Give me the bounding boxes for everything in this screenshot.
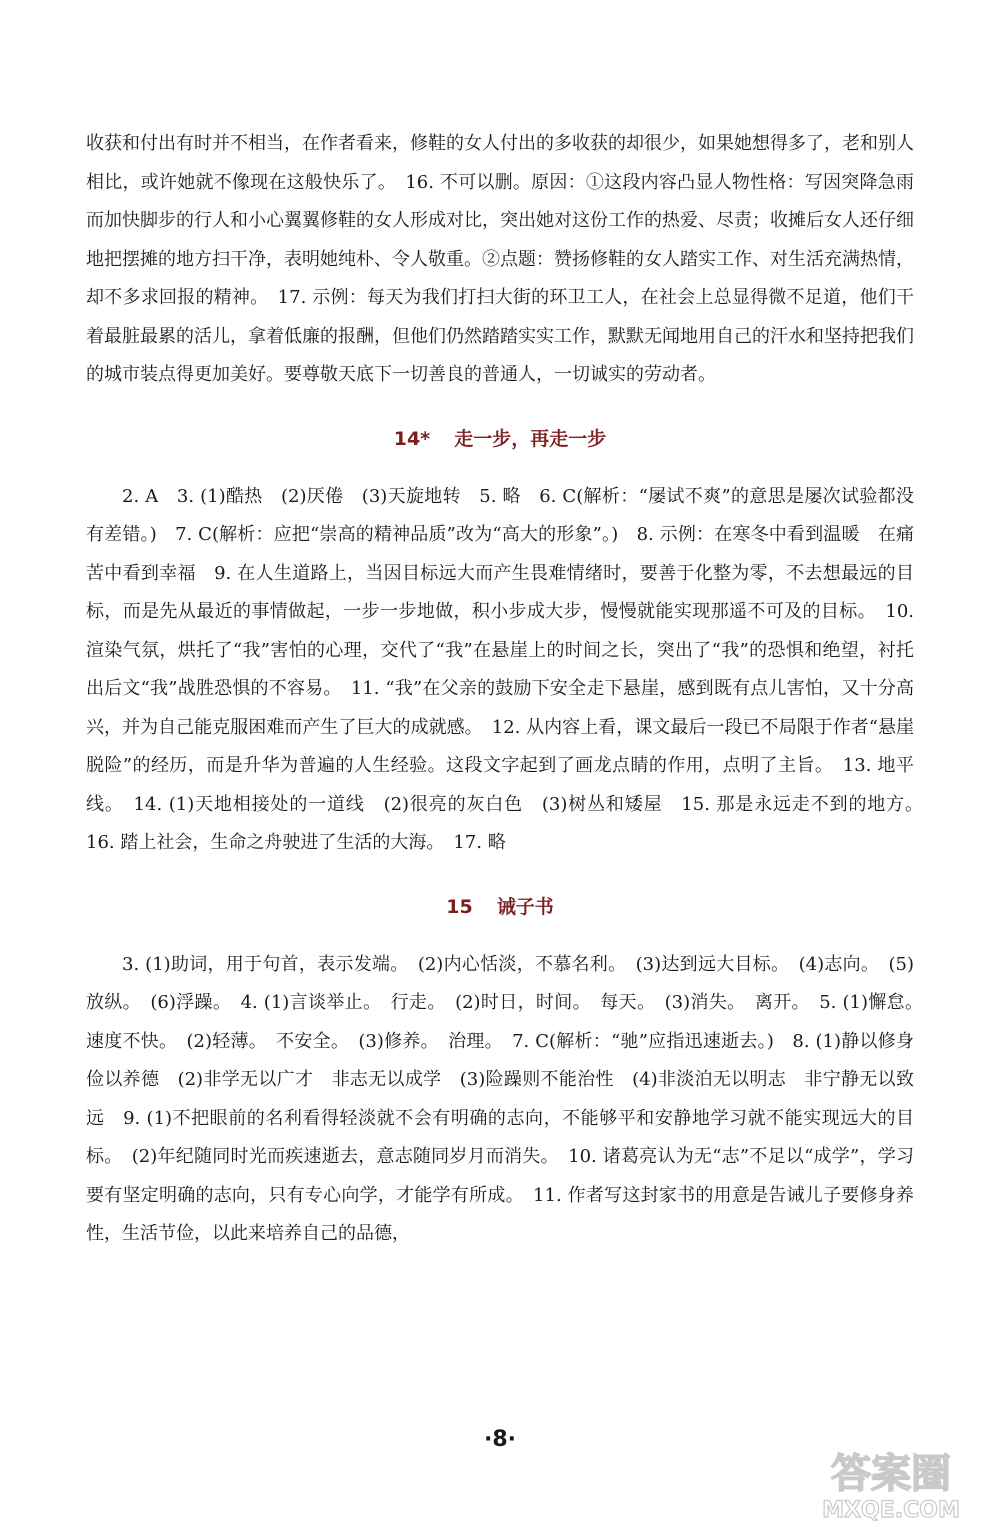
intro-paragraph: 收获和付出有时并不相当，在作者看来，修鞋的女人付出的多收获的却很少，如果她想得多了，老和别人相比，或许她就不像现在这般快乐了。 16. 不可以删。原因：①这段内容凸显人物性格：写因突降急雨而加快脚步的行人和小心翼翼修鞋的女人形成对比，突出她对这份工作的热爱、尽责；收摊后女人还仔细地把摆摊的地方扫干净，表明她纯朴、令人敬重。②点题：赞扬修鞋的女人踏实工作、对生活充满热情，却不多求回报的精神。 17. 示例：每天为我们打扫大街的环卫工人，在社会上总显得微不足道，他们干着最脏最累的活儿，拿着低廉的报酬，但他们仍然踏踏实实工作，默默无闻地用自己的汗水和坚持把我们的城市装点得更加美好。要尊敬天底下一切善良的普通人，一切诚实的劳动者。 bbox=[86, 133, 914, 385]
section-14-heading bbox=[86, 424, 914, 454]
section-14-number: 14* bbox=[393, 427, 431, 450]
section-15-heading bbox=[86, 892, 914, 922]
watermark-url: MXQE.COM bbox=[822, 1498, 960, 1523]
section-15-title: 诫子书 bbox=[496, 895, 554, 918]
section-15-number: 15 bbox=[446, 895, 473, 918]
section-14-body: 2. A 3. (1)酷热 (2)厌倦 (3)天旋地转 5. 略 6. C(解析：“屡试不爽”的意思是屡次试验都没有差错。) 7. C(解析：应把“崇高的精神品质”改为“高大的形象”。) 8. 示例：在寒冬中看到温暖 在痛苦中看到幸福 9. 在人生道路上，当因目标远大而产生畏难情绪时，要善于化整为零，不去想最远的目标，而是先从最近的事情做起，一步一步地做，积小步成大步，慢慢就能实现那遥不可及的目标。 10. 渲染气氛，烘托了“我”害怕的心理，交代了“我”在悬崖上的时间之长，突出了“我”的恐惧和绝望，衬托出后文“我”战胜恐惧的不容易。 11. “我”在父亲的鼓励下安全走下悬崖，感到既有点儿害怕，又十分高兴，并为自己能克服困难而产生了巨大的成就感。 12. 从内容上看，课文最后一段已不局限于作者“悬崖脱险”的经历，而是升华为普遍的人生经验。这段文字起到了画龙点睛的作用，点明了主旨。 13. 地平线。 14. (1)天地相接处的一道线 (2)很亮的灰白色 (3)树丛和矮屋 15. 那是永远走不到的地方。 16. 踏上社会，生命之舟驶进了生活的大海。 17. 略 bbox=[86, 485, 932, 853]
watermark-text: 答案圈 bbox=[831, 1451, 951, 1497]
section-14-title: 走一步，再走一步 bbox=[454, 427, 607, 450]
page-number: ·8· bbox=[483, 1427, 517, 1452]
section-15-body: 3. (1)助词，用于句首，表示发端。 (2)内心恬淡，不慕名利。 (3)达到远大目标。 (4)志向。 (5)放纵。 (6)浮躁。 4. (1)言谈举止。 行走。 (2)时日，时间。 每天。 (3)消失。 离开。 5. (1)懈怠。 速度不快。 (2)轻薄。 不安全。 (3)修养。 治理。 7. C(解析：“驰”应指迅速逝去。) 8. (1)静以修身 俭以养德 (2)非学无以广才 非志无以成学 (3)险躁则不能治性 (4)非淡泊无以明志 非宁静无以致远 9. (1)不把眼前的名利看得轻淡就不会有明确的志向，不能够平和安静地学习就不能实现远大的目标。 (2)年纪随同时光而疾速逝去，意志随同岁月而消失。 10. 诸葛亮认为无“志”不足以“成学”，学习要有坚定明确的志向，只有专心向学，才能学有所成。 11. 作者写这封家书的用意是告诫儿子要修身养性，生活节俭，以此来培养自己的品德， bbox=[86, 953, 932, 1244]
watermark-logo bbox=[796, 1445, 986, 1525]
